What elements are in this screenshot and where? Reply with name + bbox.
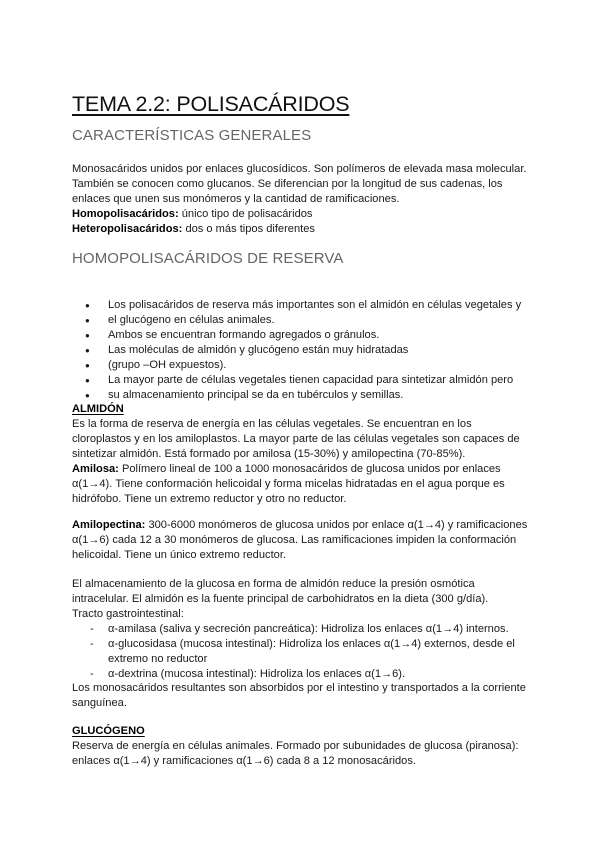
intro-paragraph (72, 162, 542, 237)
amilopectina-line: helicoidal. Tiene un único extremo reductor. (72, 549, 286, 561)
intro-line: También se conocen como glucanos. Se diferencian por la longitud de sus cadenas, los (72, 178, 503, 190)
amilosa-line: α(1→4). Tiene conformación helicoidal y forma micelas hidratadas en el agua porque es (72, 478, 505, 490)
list-item: ● La mayor parte de células vegetales tienen capacidad para sintetizar almidón pero (72, 373, 521, 388)
amilopectina-paragraph (72, 518, 542, 563)
glucogeno-heading: GLUCÓGENO (72, 725, 145, 737)
amilopectina-label: Amilopectina: (72, 519, 146, 531)
almidon-heading: ALMIDÓN (72, 403, 124, 415)
amilosa-text: Polímero lineal de 100 a 1000 monosacáridos de glucosa unidos por enlaces (118, 463, 501, 475)
absorption-paragraph (72, 681, 542, 711)
list-item: - α-dextrina (mucosa intestinal): Hidroliza los enlaces α(1→6). (72, 667, 515, 682)
list-item: - α-glucosidasa (mucosa intestinal): Hidroliza los enlaces α(1→4) externos, desde el (72, 637, 515, 652)
amilosa-label: Amilosa: (72, 463, 119, 475)
absorption-line: sanguínea. (72, 697, 127, 709)
section-heading-caracteristicas: CARACTERÍSTICAS GENERALES (72, 127, 312, 144)
section-heading-homopolisacaridos: HOMOPOLISACÁRIDOS DE RESERVA (72, 250, 344, 267)
list-item-continuation-text: extremo no reductor (108, 653, 208, 665)
absorption-line: Los monosacáridos resultantes son absorbidos por el intestino y transportados a la corriente (72, 682, 526, 694)
homo-label: Homopolisacáridos: (72, 208, 179, 220)
digestion-dash-list (72, 622, 515, 682)
glucogeno-line: enlaces α(1→4) y ramificaciones α(1→6) cada 8 a 12 monosacáridos. (72, 755, 416, 767)
amilopectina-line: α(1→6) cada 12 a 30 monómeros de glucosa. Las ramificaciones impiden la conformación (72, 534, 517, 546)
list-item: - α-amilasa (saliva y secreción pancreática): Hidroliza los enlaces α(1→4) internos. (72, 622, 515, 637)
storage-line: intracelular. El almidón es la fuente principal de carbohidratos en la dieta (300 g/día). (72, 593, 489, 605)
amilosa-line (72, 462, 542, 477)
hetero-text: dos o más tipos diferentes (182, 223, 315, 235)
page-title: TEMA 2.2: POLISACÁRIDOS (72, 92, 350, 116)
storage-paragraph (72, 577, 542, 622)
storage-line: Tracto gastrointestinal: (72, 608, 184, 620)
intro-line: enlaces que unen sus monómeros y la cantidad de ramificaciones. (72, 193, 400, 205)
almidon-section (72, 402, 542, 507)
list-item-continuation (72, 652, 515, 667)
glucogeno-line: Reserva de energía en células animales. Formado por subunidades de glucosa (piranosa): (72, 740, 519, 752)
intro-line: Monosacáridos unidos por enlaces glucosídicos. Son polímeros de elevada masa molecular. (72, 163, 527, 175)
list-item: ● (grupo –OH expuestos). (72, 358, 521, 373)
storage-line: El almacenamiento de la glucosa en forma de almidón reduce la presión osmótica (72, 578, 475, 590)
heteropolisacaridos-definition (72, 222, 542, 237)
amilopectina-line (72, 518, 542, 533)
list-item-continuation: ● su almacenamiento principal se da en tubérculos y semillas. (72, 388, 521, 403)
list-item: ● Las moléculas de almidón y glucógeno están muy hidratadas (72, 343, 521, 358)
homo-text: único tipo de polisacáridos (178, 208, 313, 220)
glucogeno-section (72, 724, 542, 769)
reserve-bullet-list (72, 298, 521, 403)
list-item: ● Ambos se encuentran formando agregados o gránulos. (72, 328, 521, 343)
list-item: ● Los polisacáridos de reserva más importantes son el almidón en células vegetales y (72, 298, 521, 313)
almidon-line: Es la forma de reserva de energía en las células vegetales. Se encuentran en los (72, 418, 472, 430)
hetero-label: Heteropolisacáridos: (72, 223, 183, 235)
amilosa-line: hidrófobo. Tiene un extremo reductor y otro no reductor. (72, 493, 347, 505)
almidon-line: sintetizar almidón. Está formado por amilosa (15-30%) y amilopectina (70-85%). (72, 448, 466, 460)
amilopectina-text: 300-6000 monómeros de glucosa unidos por enlace α(1→4) y ramificaciones (145, 519, 528, 531)
almidon-line: cloroplastos y en los amiloplastos. La mayor parte de las células vegetales son capaces de (72, 433, 520, 445)
homopolisacaridos-definition (72, 207, 542, 222)
list-item-continuation: ● el glucógeno en células animales. (72, 313, 521, 328)
